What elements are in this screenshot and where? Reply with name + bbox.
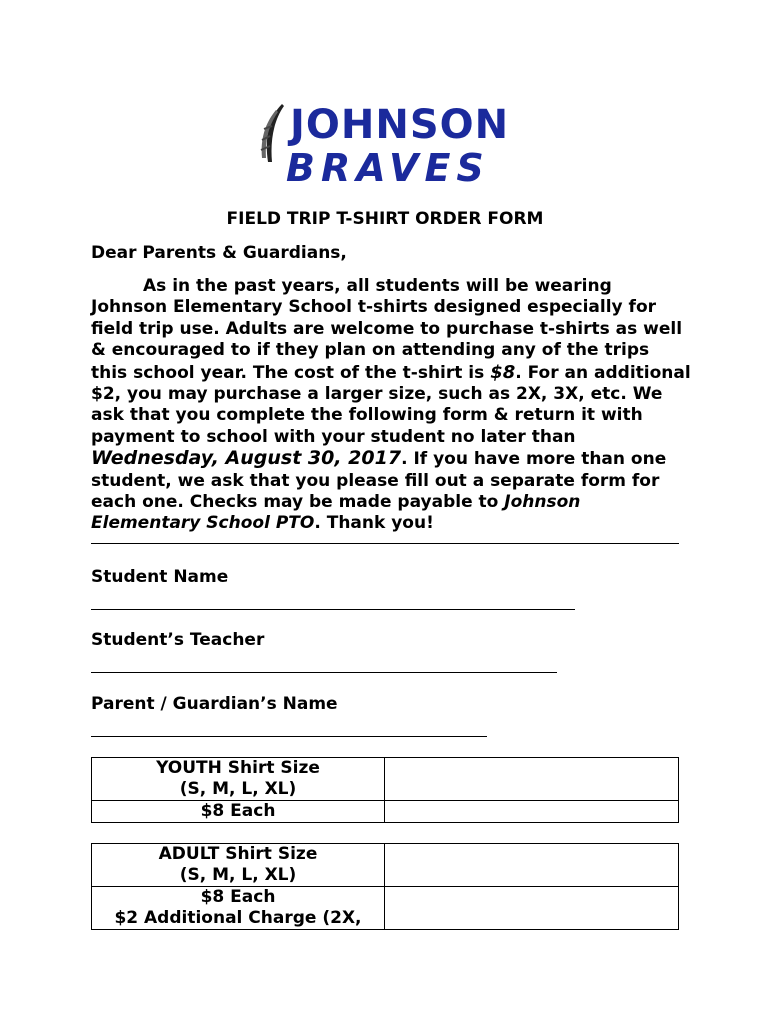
due-date: Wednesday, August 30, 2017 [91, 447, 402, 470]
logo-word-johnson: JOHNSON [290, 102, 510, 148]
youth-size-label [92, 758, 385, 801]
youth-size-input[interactable] [385, 758, 679, 801]
teacher-label: Student’s Teacher [91, 630, 265, 650]
letter-body [91, 276, 691, 535]
youth-line-1: YOUTH Shirt Size [156, 758, 320, 778]
adult-price [92, 887, 385, 930]
adult-size-input[interactable] [385, 844, 679, 887]
greeting: Dear Parents & Guardians, [91, 243, 347, 263]
parent-field[interactable] [91, 736, 487, 737]
adult-size-label [92, 844, 385, 887]
youth-size-table [91, 757, 679, 823]
teacher-field[interactable] [91, 672, 557, 673]
youth-qty-input[interactable] [385, 801, 679, 823]
student-name-label: Student Name [91, 567, 229, 587]
parent-label: Parent / Guardian’s Name [91, 694, 338, 714]
logo-word-braves: BRAVES [286, 146, 490, 190]
adult-line-1: ADULT Shirt Size [158, 844, 318, 864]
divider [91, 543, 679, 544]
form-title: FIELD TRIP T-SHIRT ORDER FORM [226, 209, 544, 229]
adult-line-3: $8 Each [200, 887, 276, 907]
student-name-field[interactable] [91, 609, 575, 610]
youth-price: $8 Each [92, 801, 385, 823]
body-part-2: . For an additional $2, you may purchase a larger size, such as 2X, 3X, etc. We ask that you complete the following form & return it with payment to school with your student no later than [91, 362, 691, 447]
adult-line-4: $2 Additional Charge (2X, [114, 908, 362, 928]
adult-line-2: (S, M, L, XL) [179, 865, 297, 885]
johnson-braves-logo [256, 96, 520, 196]
price: $8 [490, 361, 516, 383]
adult-qty-input[interactable] [385, 887, 679, 930]
body-part-4: . Thank you! [314, 513, 434, 534]
body-part-3: . If you have more than one student, we ask that you please fill out a separate form for each one. Checks may be made payable to [91, 449, 667, 513]
adult-size-table [91, 843, 679, 930]
payee: Johnson Elementary School PTO [91, 492, 581, 534]
youth-line-2: (S, M, L, XL) [179, 779, 297, 799]
body-part-1: As in the past years, all students will be wearing Johnson Elementary School t-shirts designed especially for field trip use. Adults are welcome to purchase t-shirts as well & encouraged to if they plan on attending any of the trips this school year. The cost of the t-shirt is [91, 276, 683, 383]
